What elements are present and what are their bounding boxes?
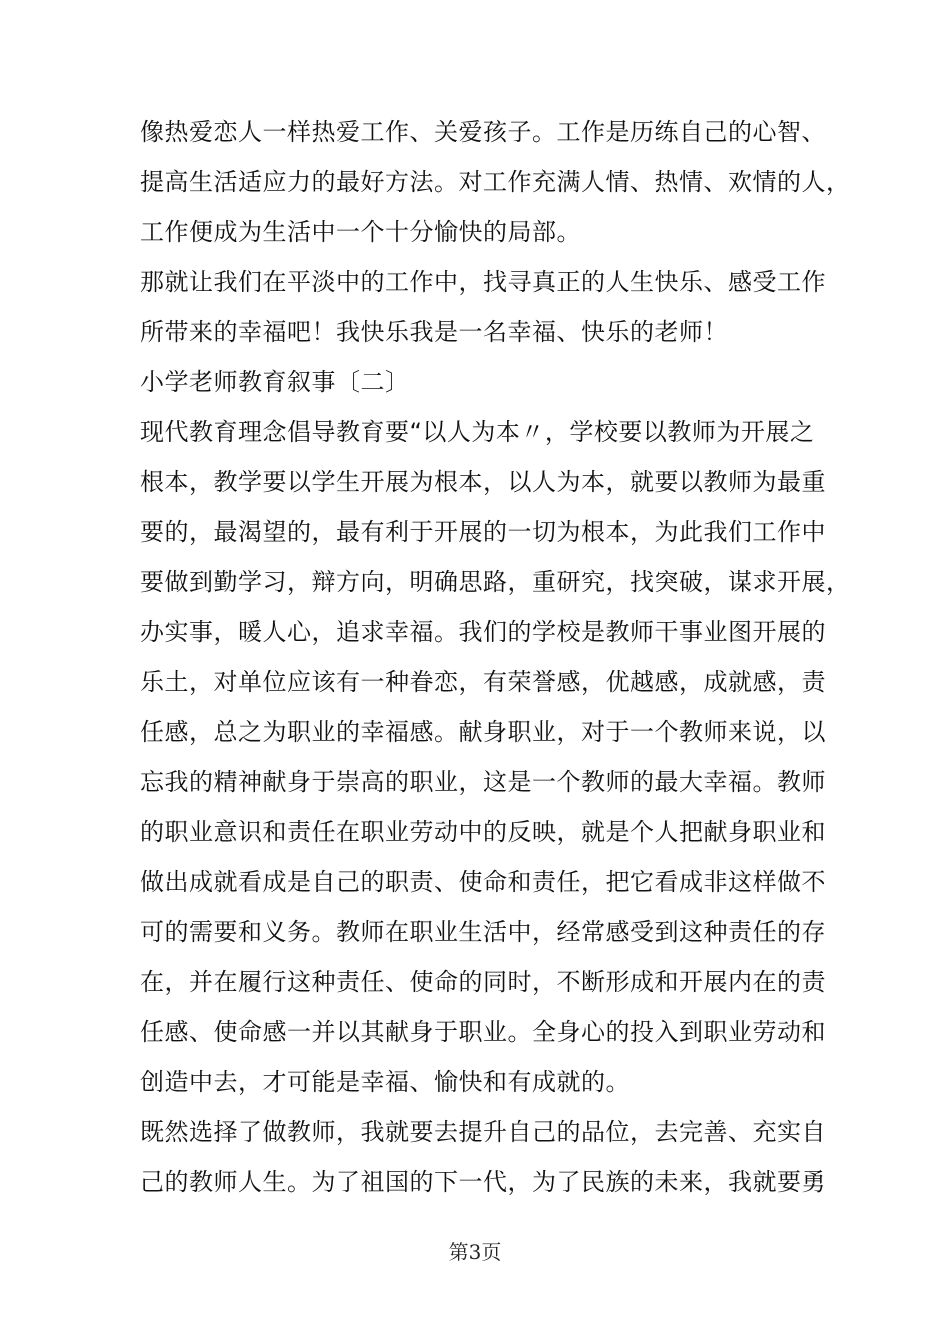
text-line: 可的需要和义务。教师在职业生活中，经常感受到这种责任的存 xyxy=(140,918,826,946)
text-line: 在，并在履行这种责任、使命的同时，不断形成和开展内在的责 xyxy=(140,968,826,996)
text-line: 那就让我们在平淡中的工作中，找寻真正的人生快乐、感受工作 xyxy=(140,268,826,296)
text-line: 办实事，暖人心，追求幸福。我们的学校是教师干事业图开展的 xyxy=(140,618,826,646)
page-number: 第3页 xyxy=(448,1240,502,1264)
text-line: 忘我的精神献身于崇高的职业，这是一个教师的最大幸福。教师 xyxy=(140,768,826,796)
text-line: 任感，总之为职业的幸福感。献身职业，对于一个教师来说，以 xyxy=(140,718,826,746)
text-line: 己的教师人生。为了祖国的下一代，为了民族的未来，我就要勇 xyxy=(140,1168,826,1196)
text-line: 像热爱恋人一样热爱工作、关爱孩子。工作是历练自己的心智、 xyxy=(140,118,826,146)
text-line: 既然选择了做教师，我就要去提升自己的品位，去完善、充实自 xyxy=(140,1118,826,1146)
text-line: 所带来的幸福吧！我快乐我是一名幸福、快乐的老师！ xyxy=(140,318,728,346)
text-line: 根本，教学要以学生开展为根本，以人为本，就要以教师为最重 xyxy=(140,468,826,496)
text-line: 任感、使命感一并以其献身于职业。全身心的投入到职业劳动和 xyxy=(140,1018,826,1046)
text-line: 工作便成为生活中一个十分愉快的局部。 xyxy=(140,218,581,246)
text-line: 提高生活适应力的最好方法。对工作充满人情、热情、欢情的人， xyxy=(140,168,851,196)
text-line: 乐土，对单位应该有一种眷恋，有荣誉感，优越感，成就感，责 xyxy=(140,668,826,696)
text-line: 要做到勤学习，辩方向，明确思路，重研究，找突破，谋求开展， xyxy=(140,568,851,596)
text-line: 要的，最渴望的，最有利于开展的一切为根本，为此我们工作中 xyxy=(140,518,826,546)
text-line: 现代教育理念倡导教育要“以人为本〃，学校要以教师为开展之 xyxy=(140,418,815,446)
text-line: 做出成就看成是自己的职责、使命和责任，把它看成非这样做不 xyxy=(140,868,826,896)
text-line: 创造中去，才可能是幸福、愉快和有成就的。 xyxy=(140,1068,630,1096)
text-line: 的职业意识和责任在职业劳动中的反映，就是个人把献身职业和 xyxy=(140,818,826,846)
section-heading: 小学老师教育叙事〔二〕 xyxy=(140,368,410,396)
